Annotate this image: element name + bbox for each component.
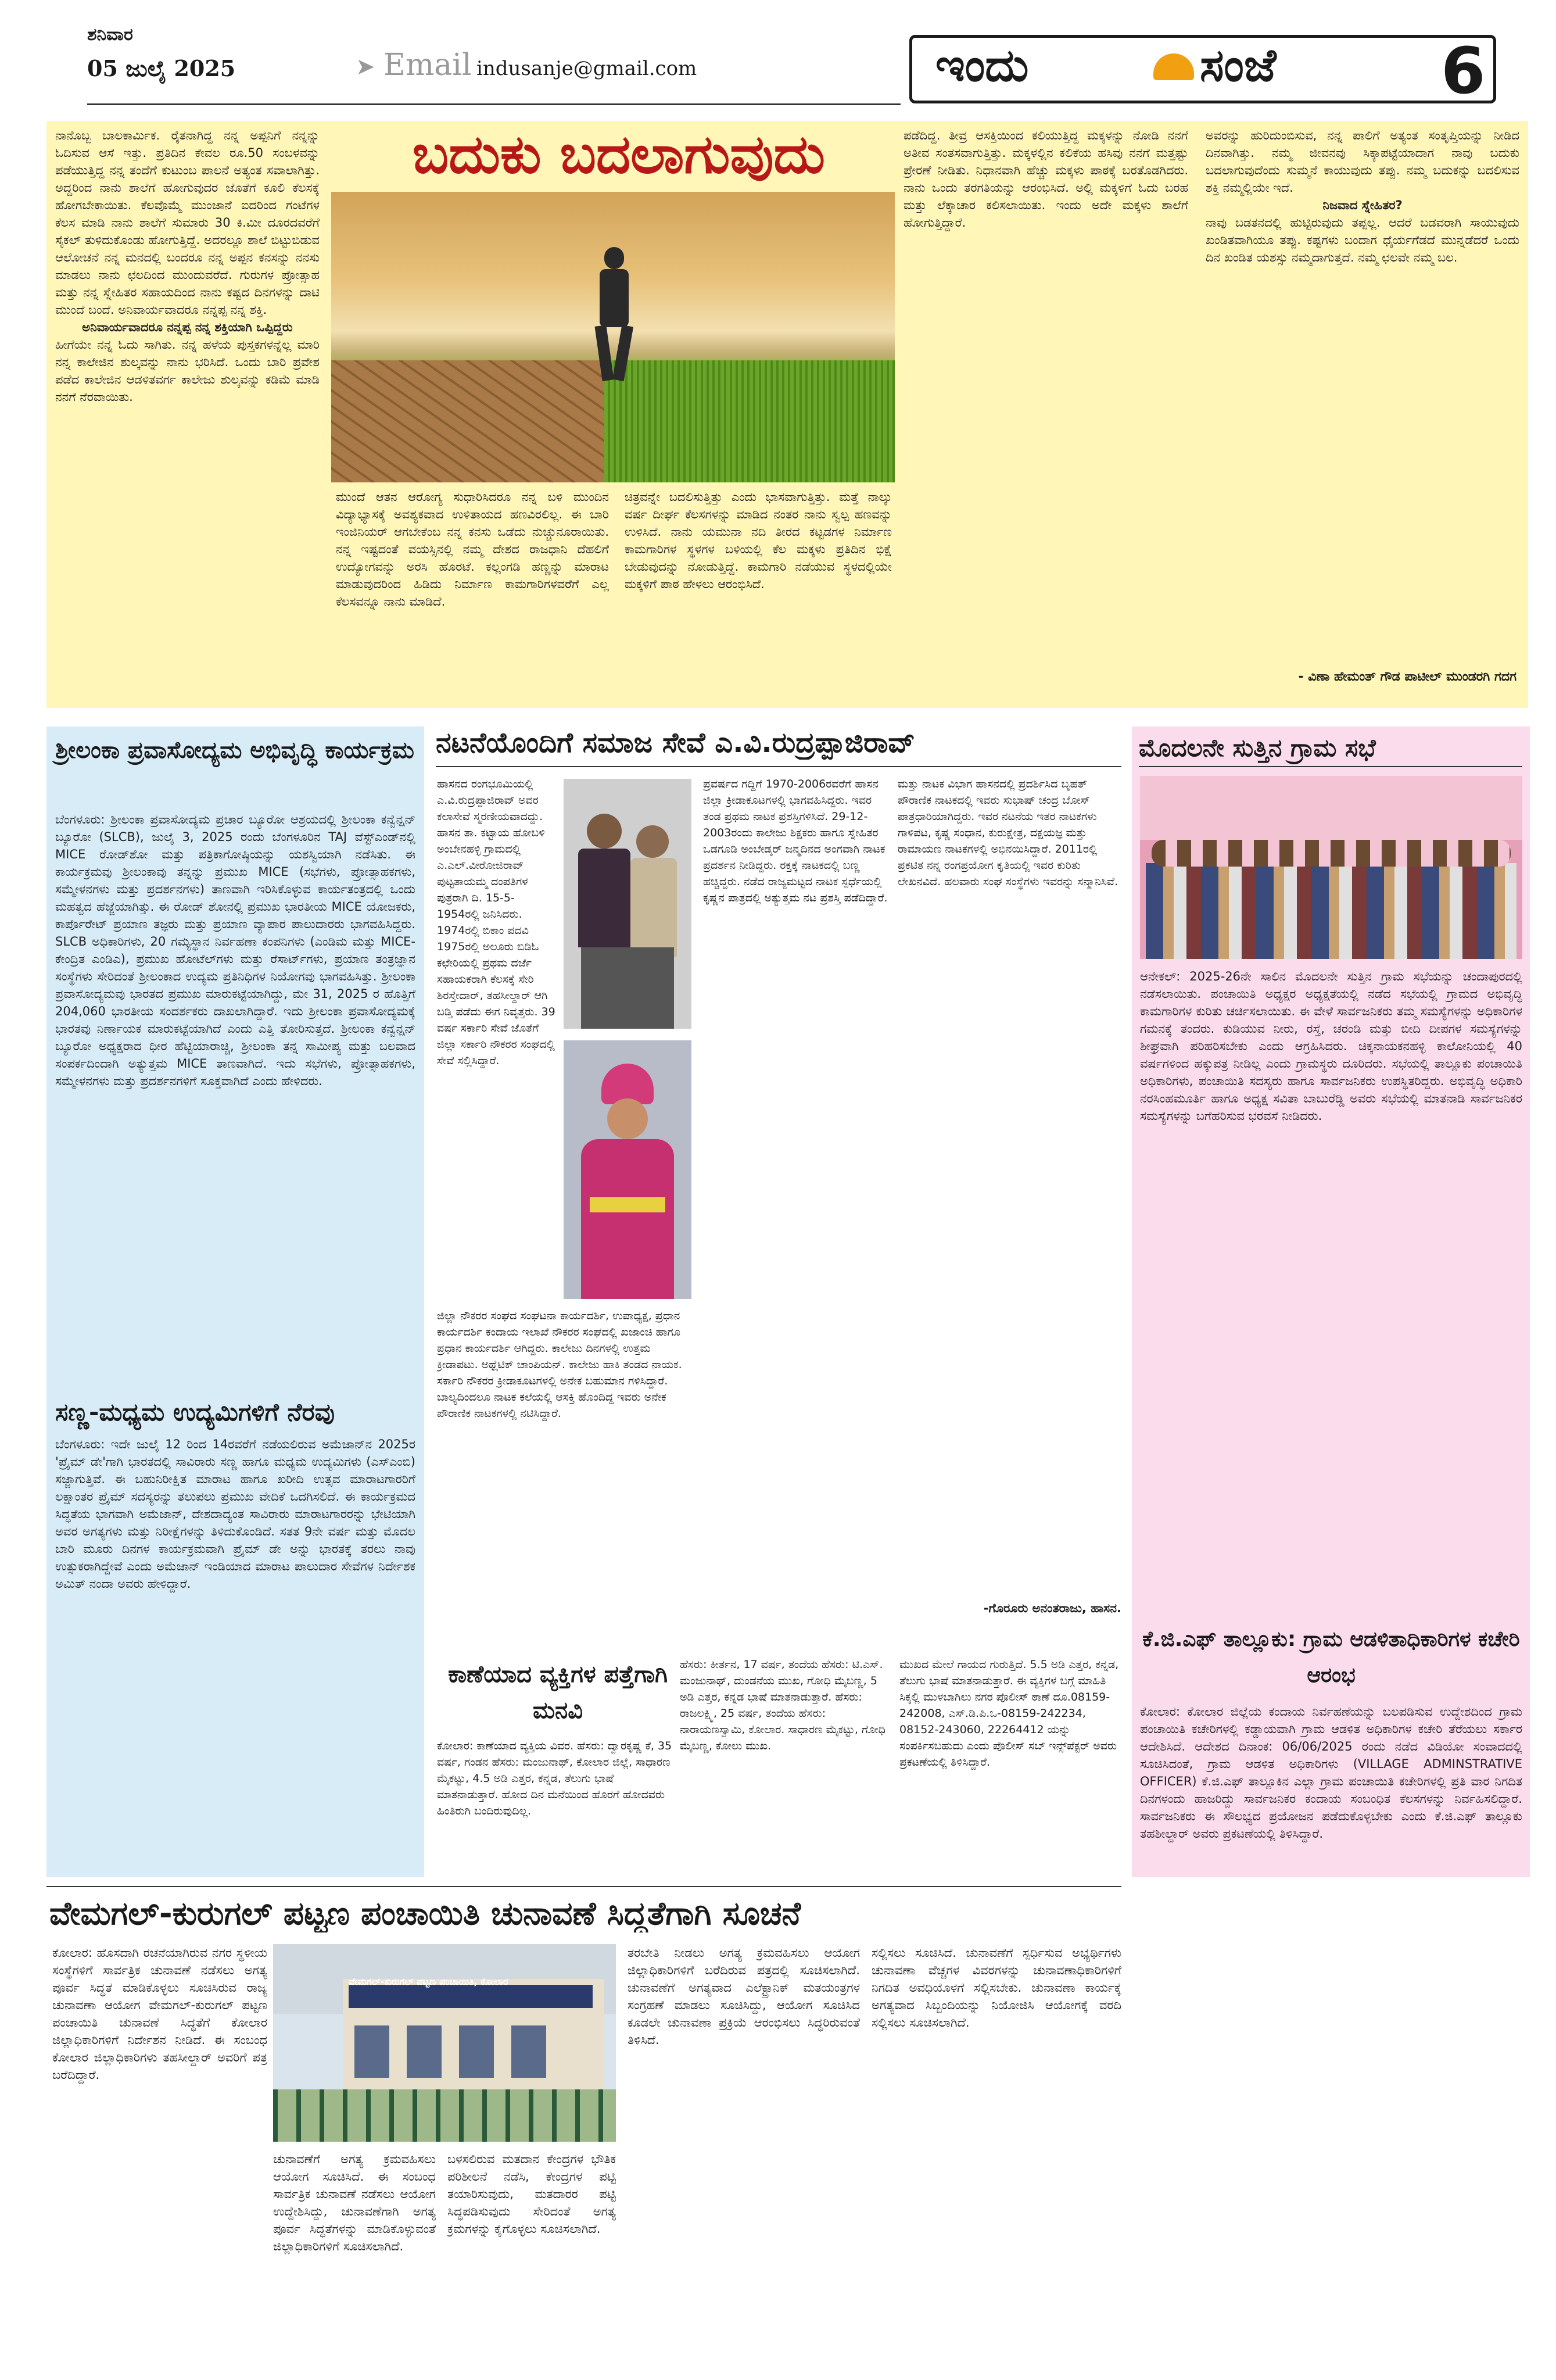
feature-col-1-text: ನಾನೊಬ್ಬ ಬಾಲಕಾರ್ಮಿಕ. ರೈತನಾಗಿದ್ದ ನನ್ನ ಅಪ್ಪನಿಗೆ ನನ್ನನ್ನು ಓದಿಸುವ ಆಸೆ ಇತ್ತು. ಪ್ರತಿದಿನ ಕೇವಲ ರೂ.50 ಸಂಬಳವನ್ನು ಪಡೆಯುತ್ತಿದ್ದ ನನ್ನ ತಂದೆಗೆ ಕುಟುಂಬ ಪಾಲನೆ ಅತ್ಯಂತ ಸವಾಲಾಗಿತ್ತು. ಅದ್ದರಿಂದ ನಾನು ಶಾಲೆಗೆ ಹೋಗುವುದರ ಜೊತೆಗೆ ಕೂಲಿ ಕೆಲಸಕ್ಕೆ ಹೋಗಬೇಕಾಯಿತು. ಕೆಲವೊಮ್ಮೆ ಮುಂಜಾನೆ ಐದರಿಂದ ಗಂಟೆಗಳ ಕೆಲಸ ಮಾಡಿ ನಾನು ಶಾಲೆಗೆ ಸುಮಾರು 30 ಕಿ.ಮೀ ದೂರದವರೆಗೆ ಸೈಕಲ್ ತುಳಿದುಕೊಂಡು ಹೋಗುತ್ತಿದ್ದೆ. ಅದರಲ್ಲೂ ಶಾಲೆ ಬಿಟ್ಟುಬಿಡುವ ಆಲೋಚನೆ ನನ್ನ ಮನದಲ್ಲಿ ಬಂದರೂ ನನ್ನ ಅಪ್ಪನ ಕನಸನ್ನು ನನಸು ಮಾಡಲು ನಾನು ಛಲದಿಂದ ಮುಂದುವರೆದೆ. ಗುರುಗಳ ಪ್ರೋತ್ಸಾಹ ಮತ್ತು ನನ್ನ ಸ್ನೇಹಿತರ ಸಹಾಯದಿಂದ ನಾನು ಕಷ್ಟದ ದಿನಗಳನ್ನು ದಾಟಿ ಮುಂದೆ ಬಂದೆ. ಅನಿವಾರ್ಯವಾದರೂ ನನ್ನಪ್ಪ ನನ್ನ ಶಕ್ತಿ.: [55, 128, 320, 317]
election-col-2: ಚುನಾವಣೆಗೆ ಅಗತ್ಯ ಕ್ರಮವಹಿಸಲು ಆಯೋಗ ಸೂಚಿಸಿದೆ. ಈ ಸಂಬಂಧ ಸಾರ್ವತ್ರಿಕ ಚುನಾವಣೆ ನಡೆಸಲು ಆಯೋಗ ಉದ್ದೇಶಿಸಿದ್ದು, ಚುನಾವಣೆಗಾಗಿ ಅಗತ್ಯ ಪೂರ್ವ ಸಿದ್ಧತೆಗಳನ್ನು ಮಾಡಿಕೊಳ್ಳುವಂತೆ ಜಿಲ್ಲಾಧಿಕಾರಿಗಳಿಗೆ ಸೂಚಿಸಲಾಗಿದೆ.: [273, 2152, 436, 2253]
missing-col-3: ಮುಖದ ಮೇಲೆ ಗಾಯದ ಗುರುತ್ತಿದೆ. 5.5 ಅಡಿ ಎತ್ತರ, ಕನ್ನಡ, ತೆಲುಗು ಭಾಷೆ ಮಾತನಾಡುತ್ತಾರೆ. ಈ ವ್ಯಕ್ತಿಗಳ ಬಗ್ಗೆ ಮಾಹಿತಿ ಸಿಕ್ಕಲ್ಲಿ ಮುಳಬಾಗಿಲು ನಗರ ಪೊಲೀಸ್ ಠಾಣೆ ದೂ.08159-242008, ಎಸ್.ಡಿ.ಪಿ.ಒ-08159-242234, 08152-243060, 22264412 ಯನ್ನು ಸಂಪರ್ಕಿಸಬಹುದು ಎಂದು ಪೊಲೀಸ್ ಸಬ್ ಇನ್ಸ್‌ಪೆಕ್ಟರ್ ಅವರು ಪ್ರಕಟಣೆಯಲ್ಲಿ ತಿಳಿಸಿದ್ದಾರೆ.: [899, 1658, 1119, 1769]
election-top-rule: [46, 1886, 1121, 1887]
feature-col-5: [1206, 127, 1519, 650]
profile-photo-1: [564, 779, 691, 1029]
feature-col-1: [55, 127, 320, 699]
logo-right-text: ಸಂಜೆ: [1200, 40, 1277, 92]
srilanka-body: ಬೆಂಗಳೂರು: ಶ್ರೀಲಂಕಾ ಪ್ರವಾಸೋದ್ಯಮ ಪ್ರಚಾರ ಬ್ಯೂರೋ ಆಶ್ರಯದಲ್ಲಿ ಶ್ರೀಲಂಕಾ ಕನ್ವೆನ್ಷನ್ ಬ್ಯೂರೋ (SLCB), ಜುಲೈ 3, 2025 ರಂದು ಬೆಂಗಳೂರಿನ TAJ ವೆಸ್ಟ್‌ಎಂಡ್‌ನಲ್ಲಿ MICE ರೋಡ್‌ಶೋ ಮತ್ತು ಪತ್ರಿಕಾಗೋಷ್ಠಿಯನ್ನು ಯಶಸ್ವಿಯಾಗಿ ನಡೆಸಿತು. ಈ ಕಾರ್ಯಕ್ರಮವು ಶ್ರೀಲಂಕಾವು ತನ್ನನ್ನು ಪ್ರಮುಖ MICE (ಸಭೆಗಳು, ಪ್ರೋತ್ಸಾಹಕಗಳು, ಸಮ್ಮೇಳನಗಳು ಮತ್ತು ಪ್ರದರ್ಶನಗಳು) ತಾಣವಾಗಿ ಇರಿಸಿಕೊಳ್ಳುವ ಕಾರ್ಯತಂತ್ರದಲ್ಲಿ ಒಂದು ಮಹತ್ವದ ಹೆಜ್ಜೆಯಾಗಿತ್ತು. ಈ ರೋಡ್ ಶೋನಲ್ಲಿ ಪ್ರಮುಖ ಭಾರತೀಯ MICE ಯೋಜಕರು, ಕಾರ್ಪೊರೇಟ್ ಪ್ರಯಾಣ ತಜ್ಞರು ಮತ್ತು ಪ್ರಯಾಣ ವ್ಯಾಪಾರ ಪಾಲುದಾರರು ಭಾಗವಹಿಸಿದ್ದರು. SLCB ಅಧಿಕಾರಿಗಳು, 20 ಗಮ್ಯಸ್ಥಾನ ನಿರ್ವಹಣಾ ಕಂಪನಿಗಳು (ಎಂಡಿಮ ಮತ್ತು MICE-ಕೇಂದ್ರಿತ ಎಂಡಿಎ), ಪ್ರಮುಖ ಹೋಟೆಲ್‌ಗಳು ಮತ್ತು ರೆಸಾರ್ಟ್‌ಗಳು, ಪ್ರಯಾಣ ತಂತ್ರಜ್ಞಾನ ಸಂಸ್ಥೆಗಳು ಸೇರಿದಂತೆ ಶ್ರೀಲಂಕಾದ ಉದ್ಯಮ ಪ್ರತಿನಿಧಿಗಳ ನಿಯೋಗವು ಭಾಗವಹಿಸಿತ್ತು. ಶ್ರೀಲಂಕಾ ಪ್ರವಾಸೋದ್ಯಮವು ಭಾರತದ ಪ್ರಮುಖ ಮಾರುಕಟ್ಟೆಯಾಗಿದ್ದು, ಮೇ 31, 2025 ರ ಹೊತ್ತಿಗೆ 204,060 ಭಾರತೀಯ ಸಂದರ್ಶಕರು ದಾಖಲಾಗಿದ್ದಾರೆ. ಇದು ಶ್ರೀಲಂಕಾ ಪ್ರವಾಸೋದ್ಯಮಕ್ಕೆ ಭಾರತವು ನಿರ್ಣಾಯಕ ಮಾರುಕಟ್ಟೆಯಾಗಿದೆ ಎಂದು ಎತ್ತಿ ತೋರಿಸುತ್ತದೆ. ಶ್ರೀಲಂಕಾ ಕನ್ವೆನ್ಷನ್ ಬ್ಯೂರೋ ಅಧ್ಯಕ್ಷರಾದ ಧೀರ ಹೆಟ್ಟಿಯಾರಾಚ್ಚಿ, ಶ್ರೀಲಂಕಾ ತನ್ನ ಸಾಮೀಪ್ಯ ಮತ್ತು ಬಲವಾದ ಸಂಪರ್ಕದಿಂದಾಗಿ ಅತ್ಯುತ್ತಮ MICE ತಾಣವಾಗಿದೆ. ಇದು ಸಭೆಗಳು, ಪ್ರೋತ್ಸಾಹಕಗಳು, ಸಮ್ಮೇಳನಗಳು ಮತ್ತು ಪ್ರದರ್ಶನಗಳಿಗೆ ಸೂಕ್ತವಾಗಿದೆ ಎಂದು ಹೇಳಿದರು.: [55, 813, 415, 1088]
feature-col-1b-text: ಹೀಗೆಯೇ ನನ್ನ ಓದು ಸಾಗಿತು. ನನ್ನ ಹಳೆಯ ಪುಸ್ತಕಗಳನ್ನೆಲ್ಲ ಮಾರಿ ನನ್ನ ಕಾಲೇಜಿನ ಶುಲ್ಕವನ್ನು ನಾನು ಭರಿಸಿದೆ. ಒಂದು ಬಾರಿ ಪ್ರವೇಶ ಪಡೆದ ಕಾಲೇಜಿನ ಆಡಳಿತವರ್ಗ ಕಾಲೇಜು ಶುಲ್ಕವನ್ನು ಕಡಿಮೆ ಮಾಡಿ ನನಗೆ ನೆರವಾಯಿತು.: [55, 338, 320, 404]
missing-col-2: ಹೆಸರು: ಕೀರ್ತನ, 17 ವರ್ಷ, ತಂದೆಯ ಹೆಸರು: ಟಿ.ಎಸ್. ಮಂಜುನಾಥ್, ದುಂಡನೆಯ ಮುಖ, ಗೋಧಿ ಮೈಬಣ್ಣ, 5 ಅಡಿ ಎತ್ತರ, ಕನ್ನಡ ಭಾಷೆ ಮಾತನಾಡುತ್ತಾರೆ. ಹೆಸರು: ರಾಜಲಕ್ಷ್ಮಿ, 25 ವರ್ಷ, ತಂದೆಯ ಹೆಸರು: ನಾರಾಯಣಸ್ವಾಮಿ, ಕೋಲಾರ. ಸಾಧಾರಣ ಮೈಕಟ್ಟು, ಗೋಧಿ ಮೈಬಣ್ಣ, ಕೋಲು ಮುಖ.: [680, 1658, 885, 1752]
logo-left-text: ಇಂದು: [935, 40, 1029, 92]
msme-body: ಬೆಂಗಳೂರು: ಇದೇ ಜುಲೈ 12 ರಿಂದ 14ರವರೆಗೆ ನಡೆಯಲಿರುವ ಅಮೆಜಾನ್‌ನ 2025ರ 'ಪ್ರೈಮ್ ಡೇ'ಗಾಗಿ ಭಾರತದಲ್ಲಿ ಸಾವಿರಾರು ಸಣ್ಣ ಹಾಗೂ ಮಧ್ಯಮ ಉದ್ಯಮಿಗಳು (ಎಸ್‌ಎಂಬಿ) ಸಜ್ಜಾಗುತ್ತಿವೆ. ಈ ಬಹುನಿರೀಕ್ಷಿತ ಮಾರಾಟ ಹಾಗೂ ಖರೀದಿ ಉತ್ಸವ ಮಾರಾಟಗಾರರಿಗೆ ಲಕ್ಷಾಂತರ ಪ್ರೈಮ್ ಸದಸ್ಯರನ್ನು ತಲುಪಲು ಪ್ರಮುಖ ವೇದಿಕೆ ಒದಗಿಸಲಿದೆ. ಈ ಕಾರ್ಯಕ್ರಮದ ಸಿದ್ಧತೆಯ ಭಾಗವಾಗಿ ಅಮೆಜಾನ್, ದೇಶದಾದ್ಯಂತ ಸಾವಿರಾರು ಮಾರಾಟಗಾರರನ್ನು ಭೇಟಿಯಾಗಿ ಅವರ ಅಗತ್ಯಗಳು ಮತ್ತು ನಿರೀಕ್ಷೆಗಳನ್ನು ತಿಳಿದುಕೊಂಡಿದೆ. ಸತತ 9ನೇ ವರ್ಷ ಮತ್ತು ಮೊದಲ ಬಾರಿ ಮೂರು ದಿನಗಳ ಕಾರ್ಯಕ್ರಮವಾಗಿ ಪ್ರೈಮ್ ಡೇ ಅನ್ನು ಭಾರತಕ್ಕೆ ತರಲು ನಾವು ಉತ್ಸುಕರಾಗಿದ್ದೇವೆ ಎಂದು ಅಮೆಜಾನ್ ಇಂಡಿಯಾದ ಮಾರಾಟ ಪಾಲುದಾರ ಸೇವೆಗಳ ನಿರ್ದೇಶಕ ಅಮಿತ್ ನಂದಾ ಅವರು ಹೇಳಿದ್ದಾರೆ.: [55, 1437, 415, 1591]
missing-col-1: ಕೋಲಾರ: ಕಾಣೆಯಾದ ವ್ಯಕ್ತಿಯ ವಿವರ. ಹೆಸರು: ದ್ವಾರಕೃಷ್ಣ ಕೆ, 35 ವರ್ಷ, ಗಂಡನ ಹೆಸರು: ಮಂಜುನಾಥ್, ಕೋಲಾರ ಜಿಲ್ಲೆ, ಸಾಧಾರಣ ಮೈಕಟ್ಟು, 4.5 ಅಡಿ ಎತ್ತರ, ಕನ್ನಡ, ತೆಲುಗು ಭಾಷೆ ಮಾತನಾಡುತ್ತಾರೆ. ಹೋದ ದಿನ ಮನೆಯಿಂದ ಹೊರಗೆ ಹೋದವರು ಹಿಂತಿರುಗಿ ಬಂದಿರುವುದಿಲ್ಲ.: [437, 1740, 672, 1817]
election-col-5: ಸಲ್ಲಿಸಲು ಸೂಚಿಸಿದೆ. ಚುನಾವಣೆಗೆ ಸ್ಪರ್ಧಿಸುವ ಅಭ್ಯರ್ಥಿಗಳು ಚುನಾವಣಾ ವೆಚ್ಚಗಳ ವಿವರಗಳನ್ನು ಚುನಾವಣಾಧಿಕಾರಿಗಳಿಗೆ ನಿಗದಿತ ಅವಧಿಯೊಳಗೆ ಸಲ್ಲಿಸಬೇಕು. ಚುನಾವಣಾ ಕಾರ್ಯಕ್ಕೆ ಅಗತ್ಯವಾದ ಸಿಬ್ಬಂದಿಯನ್ನು ನಿಯೋಜಿಸಿ ಆಯೋಗಕ್ಕೆ ವರದಿ ಸಲ್ಲಿಸಲು ಸೂಚಿಸಲಾಗಿದೆ.: [872, 1946, 1121, 2030]
feature-photo: [331, 192, 895, 482]
profile-photo-2: [564, 1040, 691, 1299]
gramasabha-photo: [1140, 776, 1522, 959]
msme-title: ಸಣ್ಣ-ಮಧ್ಯಮ ಉದ್ಯಮಿಗಳಿಗೆ ನೆರವು: [55, 1398, 335, 1426]
issue-date: 05 ಜುಲೈ 2025: [87, 55, 236, 81]
grass-field: [604, 360, 895, 482]
page-number: 6: [1441, 34, 1486, 108]
profile-byline: -ಗೊರೂರು ಅನಂತರಾಜು, ಹಾಸನ.: [983, 1601, 1121, 1615]
feature-byline: - ವಿಣಾ ಹೇಮಂತ್ ಗೌಡ ಪಾಟೀಲ್ ಮುಂಡರಗಿ ಗದಗ: [1298, 670, 1516, 684]
issue-day: ಶನಿವಾರ: [87, 24, 133, 45]
feature-col-1-subhead: ಅನಿವಾರ್ಯವಾದರೂ ನನ್ನಪ್ಪ ನನ್ನ ಶಕ್ತಿಯಾಗಿ ಒಪ್ಪಿದ್ದರು: [82, 320, 293, 334]
feature-col-3: ಚಿತ್ರವನ್ನೇ ಬದಲಿಸುತ್ತಿತ್ತು ಎಂದು ಭಾಸವಾಗುತ್ತಿತ್ತು. ಮತ್ತೆ ನಾಲ್ಕು ವರ್ಷ ದೀರ್ಘ ಕೆಲಸಗಳನ್ನು ಮಾಡಿದ ನಂತರ ನಾನು ಸ್ವಲ್ಪ ಹಣವನ್ನು ಉಳಿಸಿದೆ. ನಾನು ಯಮುನಾ ನದಿ ತೀರದ ಕಟ್ಟಡಗಳ ನಿರ್ಮಾಣ ಕಾಮಗಾರಿಗಳ ಸ್ಥಳಗಳ ಬಳಿಯಲ್ಲಿ ಕೆಲ ಮಕ್ಕಳು ಪ್ರತಿದಿನ ಭಿಕ್ಷೆ ಬೇಡುವುದನ್ನು ನೋಡುತ್ತಿದ್ದೆ. ಕಾಮಗಾರಿ ನಡೆಯುವ ಸ್ಥಳದಲ್ಲಿಯೇ ಮಕ್ಕಳಿಗೆ ಪಾಠ ಹೇಳಲು ಆರಂಭಿಸಿದೆ.: [625, 490, 892, 591]
profile-title: ನಟನೆಯೊಂದಿಗೆ ಸಮಾಜ ಸೇವೆ ಎ.ವಿ.ರುದ್ರಪ್ಪಾಜಿರಾವ್: [436, 726, 915, 759]
email-label: Email: [383, 48, 472, 83]
srilanka-title: ಶ್ರೀಲಂಕಾ ಪ್ರವಾಸೋದ್ಯಮ ಅಭಿವೃದ್ಧಿ ಕಾರ್ಯಕ್ರಮ: [55, 737, 414, 764]
election-photo: [273, 1944, 616, 2142]
election-col-1: ಕೋಲಾರ: ಹೊಸದಾಗಿ ರಚನೆಯಾಗಿರುವ ನಗರ ಸ್ಥಳೀಯ ಸಂಸ್ಥೆಗಳಿಗೆ ಸಾರ್ವತ್ರಿಕ ಚುನಾವಣೆ ನಡೆಸಲು ಅಗತ್ಯ ಪೂರ್ವ ಸಿದ್ಧತೆ ಮಾಡಿಕೊಳ್ಳಲು ಸೂಚಿಸಿರುವ ರಾಜ್ಯ ಚುನಾವಣಾ ಆಯೋಗ ವೇಮಗಲ್-ಕುರುಗಲ್ ಪಟ್ಟಣ ಪಂಚಾಯಿತಿ ಚುನಾವಣೆ ಸಿದ್ಧತೆಗೆ ಕೋಲಾರ ಜಿಲ್ಲಾಧಿಕಾರಿಗಳಿಗೆ ನಿರ್ದೇಶನ ನೀಡಿದೆ. ಈ ಸಂಬಂಧ ಕೋಲಾರ ಜಿಲ್ಲಾಧಿಕಾರಿಗಳು ತಹಸೀಲ್ದಾರ್ ಅವರಿಗೆ ಪತ್ರ ಬರೆದಿದ್ದಾರೆ.: [52, 1946, 267, 2082]
walking-man: [587, 247, 639, 381]
profile-col-2: ಪ್ರವರ್ಷದ ಗದ್ದಿಗೆ 1970-2006ರವರೆಗೆ ಹಾಸನ ಜಿಲ್ಲಾ ಕ್ರೀಡಾಕೂಟಗಳಲ್ಲಿ ಭಾಗವಹಿಸಿದ್ದರು. ಇವರ ತಂಡ ಪ್ರಥಮ ನಾಟಕ ಪ್ರಶಸ್ತಿಗಳಿಸಿದೆ. 29-12-2003ರಂದು ಕಾಲೇಜು ಶಿಕ್ಷಕರು ಹಾಗೂ ಸ್ನೇಹಿತರ ಒಡಗೂಡಿ ಅಂಬೇಡ್ಕರ್ ಜನ್ಮದಿನದ ಅಂಗವಾಗಿ ನಾಟಕ ಪ್ರದರ್ಶನ ನೀಡಿದ್ದರು. ರಕ್ತಕ್ಕೆ ನಾಟಕದಲ್ಲಿ ಬಣ್ಣ ಹಚ್ಚಿದ್ದರು. ನಡೆದ ರಾಜ್ಯಮಟ್ಟದ ನಾಟಕ ಸ್ಪರ್ಧೆಯಲ್ಲಿ ಕೃಷ್ಣನ ಪಾತ್ರದಲ್ಲಿ ಅತ್ಯುತ್ತಮ ನಟ ಪ್ರಶಸ್ತಿ ಪಡೆದಿದ್ದಾರೆ.: [703, 778, 888, 904]
cracked-earth: [331, 360, 604, 482]
feature-col-5-subhead: ನಿಜವಾದ ಸ್ನೇಹಿತರ?: [1322, 198, 1403, 212]
profile-col-1b: ಜಿಲ್ಲಾ ನೌಕರರ ಸಂಘದ ಸಂಘಟನಾ ಕಾರ್ಯದರ್ಶಿ, ಉಪಾಧ್ಯಕ್ಷ, ಪ್ರಧಾನ ಕಾರ್ಯದರ್ಶಿ ಕಂದಾಯ ಇಲಾಖೆ ನೌಕರರ ಸಂಘದಲ್ಲಿ ಖಜಾಂಚಿ ಹಾಗೂ ಪ್ರಧಾನ ಕಾರ್ಯದರ್ಶಿ ಆಗಿದ್ದರು. ಕಾಲೇಜು ದಿನಗಳಲ್ಲಿ ಉತ್ತಮ ಕ್ರೀಡಾಪಟು. ಅಥ್ಲೆಟಿಕ್ ಚಾಂಪಿಯನ್. ಕಾಲೇಜು ಹಾಕಿ ತಂಡದ ನಾಯಕ. ಸರ್ಕಾರಿ ನೌಕರರ ಕ್ರೀಡಾಕೂಟಗಳಲ್ಲಿ ಅನೇಕ ಬಹುಮಾನ ಗಳಿಸಿದ್ದಾರೆ. ಬಾಲ್ಯದಿಂದಲೂ ನಾಟಕ ಕಲೆಯಲ್ಲಿ ಆಸಕ್ತಿ ಹೊಂದಿದ್ದ ಇವರು ಅನೇಕ ಪೌರಾಣಿಕ ನಾಟಕಗಳಲ್ಲಿ ನಟಿಸಿದ್ದಾರೆ.: [437, 1309, 682, 1420]
arrow-icon: ➤: [356, 53, 375, 80]
election-col-4: ತರಬೇತಿ ನೀಡಲು ಅಗತ್ಯ ಕ್ರಮವಹಿಸಲು ಆಯೋಗ ಜಿಲ್ಲಾಧಿಕಾರಿಗಳಿಗೆ ಬರೆದಿರುವ ಪತ್ರದಲ್ಲಿ ಸೂಚಿಸಲಾಗಿದೆ. ಚುನಾವಣೆಗೆ ಅಗತ್ಯವಾದ ಎಲೆಕ್ಟ್ರಾನಿಕ್ ಮತಯಂತ್ರಗಳ ಸಂಗ್ರಹಣೆ ಮಾಡಲು ಸೂಚಿಸಿದ್ದು, ಆಯೋಗ ಸೂಚಿಸಿದ ಕೂಡಲೇ ಚುನಾವಣಾ ಪ್ರಕ್ರಿಯೆ ಆರಂಭಿಸಲು ಸಿದ್ಧರಿರುವಂತೆ ತಿಳಿಸಿದೆ.: [628, 1946, 860, 2047]
profile-title-rule: [436, 766, 1121, 767]
election-col-3: ಬಳಸಲಿರುವ ಮತದಾನ ಕೇಂದ್ರಗಳ ಭೌತಿಕ ಪರಿಶೀಲನೆ ನಡೆಸಿ, ಕೇಂದ್ರಗಳ ಪಟ್ಟಿ ತಯಾರಿಸುವುದು, ಮತದಾರರ ಪಟ್ಟಿ ಸಿದ್ಧಪಡಿಸುವುದು ಸೇರಿದಂತೆ ಅಗತ್ಯ ಕ್ರಮಗಳನ್ನು ಕೈಗೊಳ್ಳಲು ಸೂಚಿಸಲಾಗಿದೆ.: [447, 2152, 616, 2236]
feature-title: ಬದುಕು ಬದಲಾಗುವುದು: [412, 123, 826, 185]
kgf-title: ಕೆ.ಜಿ.ಎಫ್ ತಾಲ್ಲೂಕು: ಗ್ರಾಮ ಆಡಳಿತಾಧಿಕಾರಿಗಳ ಕಚೇರಿ ಆರಂಭ: [1142, 1627, 1520, 1687]
kgf-body: ಕೋಲಾರ: ಕೋಲಾರ ಜಿಲ್ಲೆಯ ಕಂದಾಯ ನಿರ್ವಹಣೆಯನ್ನು ಬಲಪಡಿಸುವ ಉದ್ದೇಶದಿಂದ ಗ್ರಾಮ ಪಂಚಾಯಿತಿ ಕಚೇರಿಗಳಲ್ಲಿ ಕಡ್ಡಾಯವಾಗಿ ಗ್ರಾಮ ಆಡಳಿತ ಅಧಿಕಾರಿಗಳ ಕಚೇರಿ ತೆರೆಯಲು ಸರ್ಕಾರ ಆದೇಶಿಸಿದೆ. ಆದೇಶದ ದಿನಾಂಕ: 06/06/2025 ರಂದು ನಡೆದ ವಿಡಿಯೋ ಸಂವಾದದಲ್ಲಿ ಸೂಚಿಸಿದಂತೆ, ಗ್ರಾಮ ಆಡಳಿತ ಅಧಿಕಾರಿಗಳು (VILLAGE ADMINSTRATIVE OFFICER) ಕೆ.ಜಿ.ಎಫ್ ತಾಲ್ಲೂಕಿನ ಎಲ್ಲಾ ಗ್ರಾಮ ಪಂಚಾಯಿತಿ ಕಚೇರಿಗಳಲ್ಲಿ ಪ್ರತಿ ವಾರ ನಿಗದಿತ ದಿನಗಳಂದು ಹಾಜರಿದ್ದು ಸಾರ್ವಜನಿಕರ ಕಂದಾಯ ಸಂಬಂಧಿತ ಕೆಲಸಗಳನ್ನು ನಿರ್ವಹಿಸಲಿದ್ದಾರೆ. ಸಾರ್ವಜನಿಕರು ಈ ಸೌಲಭ್ಯದ ಪ್ರಯೋಜನ ಪಡೆದುಕೊಳ್ಳಬೇಕು ಎಂದು ಕೆ.ಜಿ.ಎಫ್ ತಾಲ್ಲೂಕು ತಹಶೀಲ್ದಾರ್ ಅವರು ಪ್ರಕಟಣೆಯಲ್ಲಿ ತಿಳಿಸಿದ್ದಾರೆ.: [1140, 1705, 1522, 1841]
missing-title: ಕಾಣೆಯಾದ ವ್ಯಕ್ತಿಗಳ ಪತ್ತೆಗಾಗಿ ಮನವಿ: [447, 1661, 668, 1724]
gramasabha-title: ಮೊದಲನೇ ಸುತ್ತಿನ ಗ್ರಾಮ ಸಭೆ: [1139, 733, 1376, 762]
gramasabha-title-rule: [1139, 766, 1522, 767]
masthead: [0, 0, 1556, 116]
election-title: ವೇಮಗಲ್-ಕುರುಗಲ್ ಪಟ್ಟಣ ಪಂಚಾಯಿತಿ ಚುನಾವಣೆ ಸಿದ್ಧತೆಗಾಗಿ ಸೂಚನೆ: [49, 1895, 801, 1932]
profile-col-1a: ಹಾಸನದ ರಂಗಭೂಮಿಯಲ್ಲಿ ಎ.ವಿ.ರುದ್ರಪ್ಪಾಜಿರಾವ್ ಅವರ ಕಲಾಸೇವೆ ಸ್ಮರಣೀಯವಾದದ್ದು. ಹಾಸನ ತಾ. ಕಟ್ಟಾಯ ಹೋಬಳಿ ಅಂಬೇನಹಳ್ಳಿ ಗ್ರಾಮದಲ್ಲಿ ಎ.ಎಲ್.ವೀರೋಜಿರಾವ್ ಪುಟ್ಟತಾಯಮ್ಮ ದಂಪತಿಗಳ ಪುತ್ರರಾಗಿ ದಿ. 15-5-1954ರಲ್ಲಿ ಜನಿಸಿದರು. 1974ರಲ್ಲಿ ಬಿಕಾಂ ಪದವಿ 1975ರಲ್ಲಿ ಅಲೂರು ಬಿಡಿಓ ಕಛೇರಿಯಲ್ಲಿ ಪ್ರಥಮ ದರ್ಜೆ ಸಹಾಯಕರಾಗಿ ಕೆಲಸಕ್ಕೆ ಸೇರಿ ಶಿರಸ್ತೇದಾರ್, ತಹಸೀಲ್ದಾರ್ ಆಗಿ ಬಡ್ತಿ ಪಡೆದು ಈಗ ನಿವೃತ್ತರು. 39 ವರ್ಷ ಸರ್ಕಾರಿ ಸೇವೆ ಜೊತೆಗೆ ಜಿಲ್ಲಾ ಸರ್ಕಾರಿ ನೌಕರರ ಸಂಘದಲ್ಲಿ ಸೇವೆ ಸಲ್ಲಿಸಿದ್ದಾರೆ.: [437, 778, 555, 1067]
feature-col-5b-text: ನಾವು ಬಡತನದಲ್ಲಿ ಹುಟ್ಟಿರುವುದು ತಪ್ಪಲ್ಲ. ಆದರೆ ಬಡವರಾಗಿ ಸಾಯುವುದು ಖಂಡಿತವಾಗಿಯೂ ತಪ್ಪು. ಕಷ್ಟಗಳು ಬಂದಾಗ ಧೈರ್ಯಗೆಡದೆ ಮುನ್ನಡೆದರೆ ಒಂದು ದಿನ ಖಂಡಿತ ಯಶಸ್ಸು ನಮ್ಮದಾಗುತ್ತದೆ. ನಮ್ಮ ಛಲವೇ ನಮ್ಮ ಬಲ.: [1206, 216, 1519, 264]
election-photo-caption: ವೇಮಗಲ್-ಕುರುಗಲ್ ಪಟ್ಟಣ ಪಂಚಾಯಿತಿ, ಕೋಲಾರ: [349, 1976, 508, 1987]
profile-col-3: ಮತ್ತು ನಾಟಕ ವಿಭಾಗ ಹಾಸನದಲ್ಲಿ ಪ್ರದರ್ಶಿಸಿದ ಬೃಹತ್ ಪೌರಾಣಿಕ ನಾಟಕದಲ್ಲಿ ಇವರು ಸುಭಾಷ್ ಚಂದ್ರ ಬೋಸ್ ಪಾತ್ರಧಾರಿಯಾಗಿದ್ದರು. ಇವರ ನಟನೆಯ ಇತರ ನಾಟಕಗಳು ಗಾಳಿಪಟ, ಕೃಷ್ಣ ಸಂಧಾನ, ಕುರುಕ್ಷೇತ್ರ, ದಕ್ಷಯಜ್ಞ ಮತ್ತು ರಾಮಾಯಣ ನಾಟಕಗಳಲ್ಲಿ ಅಭಿನಯಿಸಿದ್ದಾರೆ. 2011ರಲ್ಲಿ ಪ್ರಕಟಿತ ನನ್ನ ರಂಗಪ್ರಯೋಗ ಕೃತಿಯಲ್ಲಿ ಇವರ ಕುರಿತು ಲೇಖನವಿದೆ. ಹಲವಾರು ಸಂಘ ಸಂಸ್ಥೆಗಳು ಇವರನ್ನು ಸನ್ಮಾನಿಸಿವೆ.: [898, 778, 1118, 888]
feature-col-4: ಪಡೆದಿದ್ದ. ತೀವ್ರ ಆಸಕ್ತಿಯಿಂದ ಕಲಿಯುತ್ತಿದ್ದ ಮಕ್ಕಳನ್ನು ನೋಡಿ ನನಗೆ ಅತೀವ ಸಂತಸವಾಗುತ್ತಿತ್ತು. ಮಕ್ಕಳಲ್ಲಿನ ಕಲಿಕೆಯ ಹಸಿವು ನನಗೆ ಮತ್ತಷ್ಟು ಪ್ರೇರಣೆ ನೀಡಿತು. ನಿಧಾನವಾಗಿ ಹೆಚ್ಚು ಮಕ್ಕಳು ಪಾಠಕ್ಕೆ ಬರತೊಡಗಿದರು. ನಾನು ಒಂದು ತರಗತಿಯನ್ನು ಆರಂಭಿಸಿದೆ. ಅಲ್ಲಿ ಮಕ್ಕಳಿಗೆ ಓದು ಬರಹ ಮತ್ತು ಲೆಕ್ಕಾಚಾರ ಕಲಿಸಲಾಯಿತು. ಇಂದು ಅದೇ ಮಕ್ಕಳು ಶಾಲೆಗೆ ಹೋಗುತ್ತಿದ್ದಾರೆ.: [904, 128, 1188, 230]
email-address[interactable]: indusanje@gmail.com: [476, 57, 697, 80]
masthead-rule: [87, 103, 901, 105]
feature-col-2: ಮುಂದೆ ಆತನ ಆರೋಗ್ಯ ಸುಧಾರಿಸಿದರೂ ನನ್ನ ಬಳಿ ಮುಂದಿನ ವಿದ್ಯಾಭ್ಯಾಸಕ್ಕೆ ಅವಶ್ಯಕವಾದ ಉಳಿತಾಯದ ಹಣವಿರಲಿಲ್ಲ. ಈ ಬಾರಿ ಇಂಜಿನಿಯರ್ ಆಗಬೇಕೆಂಬ ನನ್ನ ಕನಸು ಒಡೆದು ನುಚ್ಚುನೂರಾಯಿತು. ನನ್ನ ಇಷ್ಟದಂತೆ ವಯಸ್ಸಿನಲ್ಲಿ ನಮ್ಮ ದೇಶದ ರಾಜಧಾನಿ ದೆಹಲಿಗೆ ಉದ್ಯೋಗವನ್ನು ಅರಸಿ ಹೊರಟೆ. ಕಲ್ಲಂಗಡಿ ಹಣ್ಣನ್ನು ಮಾರಾಟ ಮಾಡುವುದರಿಂದ ಹಿಡಿದು ನಿರ್ಮಾಣ ಕಾಮಗಾರಿಗಳವರೆಗೆ ಎಲ್ಲ ಕೆಲಸವನ್ನೂ ನಾನು ಮಾಡಿದೆ.: [336, 490, 609, 609]
gramasabha-body: ಆನೇಕಲ್: 2025-26ನೇ ಸಾಲಿನ ಮೊದಲನೇ ಸುತ್ತಿನ ಗ್ರಾಮ ಸಭೆಯನ್ನು ಚಂದಾಪುರದಲ್ಲಿ ನಡೆಸಲಾಯಿತು. ಪಂಚಾಯಿತಿ ಅಧ್ಯಕ್ಷರ ಅಧ್ಯಕ್ಷತೆಯಲ್ಲಿ ನಡೆದ ಸಭೆಯಲ್ಲಿ ಗ್ರಾಮದ ಅಭಿವೃದ್ಧಿ ಕಾಮಗಾರಿಗಳ ಕುರಿತು ಚರ್ಚಿಸಲಾಯಿತು. ಈ ವೇಳೆ ಸಾರ್ವಜನಿಕರು ತಮ್ಮ ಸಮಸ್ಯೆಗಳನ್ನು ಅಧಿಕಾರಿಗಳ ಗಮನಕ್ಕೆ ತಂದರು. ಕುಡಿಯುವ ನೀರು, ರಸ್ತೆ, ಚರಂಡಿ ಮತ್ತು ಬೀದಿ ದೀಪಗಳ ಸಮಸ್ಯೆಗಳನ್ನು ಶೀಘ್ರವಾಗಿ ಪರಿಹರಿಸಬೇಕು ಎಂದು ಆಗ್ರಹಿಸಿದರು. ಚಿಕ್ಕನಾಯಕನಹಳ್ಳಿ ಕಾಲೋನಿಯಲ್ಲಿ 40 ವರ್ಷಗಳಿಂದ ಹಕ್ಕುಪತ್ರ ನೀಡಿಲ್ಲ ಎಂದು ಗ್ರಾಮಸ್ಥರು ದೂರಿದರು. ಸಭೆಯಲ್ಲಿ ತಾಲ್ಲೂಕು ಪಂಚಾಯಿತಿ ಅಧಿಕಾರಿಗಳು, ಪಂಚಾಯಿತಿ ಸದಸ್ಯರು ಹಾಗೂ ಸಾರ್ವಜನಿಕರು ಉಪಸ್ಥಿತರಿದ್ದರು. ಅಭಿವೃದ್ಧಿ ಅಧಿಕಾರಿ ನರಸಿಂಹಮೂರ್ತಿ ಹಾಗೂ ಅಧ್ಯಕ್ಷ ಸವಿತಾ ಬಾಬುರೆಡ್ಡಿ ಅವರು ಸಭೆಯಲ್ಲಿ ಮಾತನಾಡಿ ಸಾರ್ವಜನಿಕರ ಸಮಸ್ಯೆಗಳನ್ನು ಬಗೆಹರಿಸುವ ಭರವಸೆ ನೀಡಿದರು.: [1140, 969, 1522, 1123]
feature-col-5-text: ಅವರನ್ನು ಹುರಿದುಂಬಿಸುವ, ನನ್ನ ಪಾಲಿಗೆ ಅತ್ಯಂತ ಸಂತೃಪ್ತಿಯನ್ನು ನೀಡಿದ ದಿನವಾಗಿತ್ತು. ನಮ್ಮ ಜೀವನವು ಸಿಕ್ಕಾಪಟ್ಟೆಯಾದಾಗ ನಾವು ಬದುಕು ಬದಲಾಗುವುದೆಂದು ಸುಮ್ಮನೆ ಕಾಯುವುದು ತಪ್ಪು. ನಮ್ಮ ಬದುಕನ್ನು ಬದಲಿಸುವ ಶಕ್ತಿ ನಮ್ಮಲ್ಲಿಯೇ ಇದೆ.: [1206, 128, 1519, 195]
